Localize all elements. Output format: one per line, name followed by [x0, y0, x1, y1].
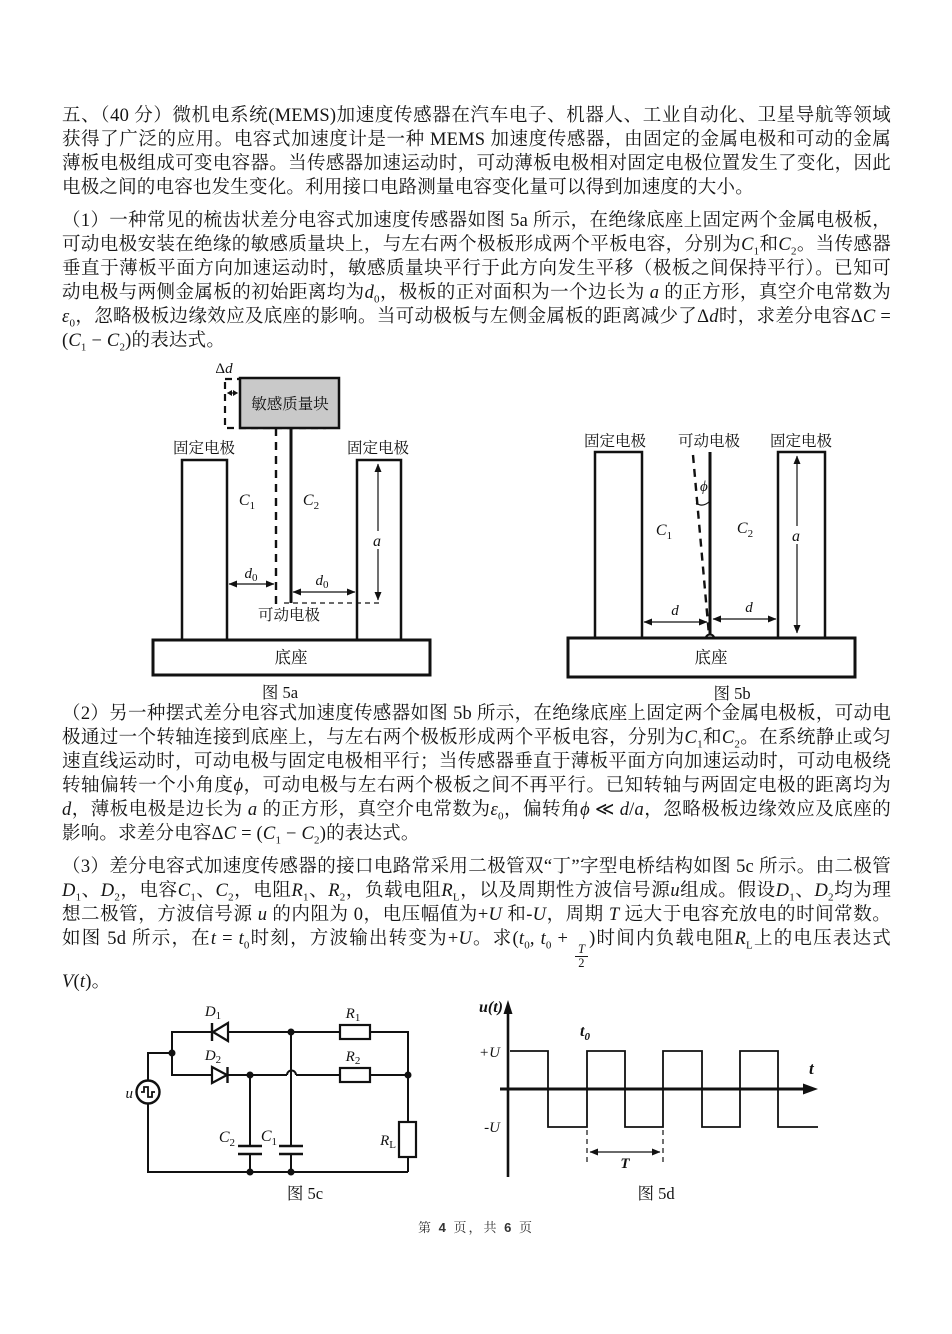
- diode-d1: [213, 1023, 228, 1041]
- top-branch-wire-right: [370, 1032, 408, 1075]
- x-axis-label: t: [809, 1059, 814, 1078]
- source-to-node-wire: [148, 1053, 172, 1081]
- question-2-paragraph: （2）另一种摆式差分电容式加速度传感器如图 5b 所示，在绝缘底座上固定两个金属电极板，可动电极通过一个转轴连接到底座上，与左右两个极板形成两个平板电容，分别为$C_1$和$C_2$。在系统静止或匀速直线运动时，可动电极与固定电极相平行；当传感器垂直于薄板平面方向加速运动时，可动电极绕转轴偏转一个小角度ϕ，可动电极与左右两个极板之间不再平行。已知转轴与两固定电极的距离均为 d，薄板电极是边长为 a 的正方形，真空介电常数为$\varepsilon_0$，偏转角ϕ ≪ d/a，忽略极板边缘效应及底座的影响。求差分电容$\Delta C = (C_1 - C_2)$的表达式。: [62, 704, 891, 847]
- r2-label: $R_2$: [345, 1049, 361, 1067]
- fixed-electrode-right: [357, 460, 401, 640]
- question-3-paragraph: （3）差分电容式加速度传感器的接口电路常采用二极管双“丁”字型电桥结构如图 5c 所示。由二极管$D_1$、$D_2$，电容$C_1$、$C_2$，电阻$R_1$、$R_2$，负载电阻$R_L$，以及周期性方波信号源u组成。假设$D_1$、$D_2$均为理想二极管，方波信号源 u 的内阻为 0，电压幅值为+U 和-U，周期 T 远大于电容充放电的时间常数。如图 5d 所示，在$t = t_0$时刻，方波输出转变为+U。求($t_0$, $t_0$ + $\frac{T}{2}$ )时间内负载电阻$R_L$上的电压表达式V(t)。: [62, 857, 892, 993]
- resistor-r2: [340, 1068, 370, 1082]
- y-axis-label: u(t): [479, 999, 503, 1016]
- figure-5d-waveform: [465, 995, 867, 1208]
- c2-label: $C_2$: [736, 520, 754, 540]
- plus-u-level-label: +U: [479, 1045, 500, 1061]
- c2-label: $C_2$: [302, 492, 320, 512]
- figure-5b-pendulum-sensor: [555, 425, 867, 705]
- resistor-r1: [340, 1025, 370, 1039]
- d1-label: $D_1$: [204, 1004, 222, 1022]
- plate-height-label: a: [373, 533, 381, 550]
- movable-electrode-label: 可动电极: [257, 607, 321, 624]
- delta-d-label: Δd: [215, 361, 233, 377]
- d-left-label: d: [671, 603, 679, 619]
- d2-label: $D_2$: [204, 1048, 222, 1066]
- load-resistor-rl: [399, 1122, 416, 1157]
- y-axis-arrowhead: [504, 1000, 513, 1014]
- fixed-electrode-right-label: 固定电极: [346, 440, 410, 457]
- fixed-electrode-left: [182, 460, 227, 640]
- figure-5a-comb-sensor: [125, 358, 465, 706]
- c1-label: $C_1$: [655, 522, 673, 542]
- movable-electrode-label: 可动电极: [677, 433, 741, 450]
- t0-label: $t_0$: [580, 1023, 590, 1043]
- u-source-label: u: [125, 1086, 133, 1102]
- r1-label: $R_1$: [345, 1006, 361, 1024]
- d-right-label: d: [745, 600, 753, 616]
- figure-5b-caption: 图 5b: [713, 684, 751, 703]
- figure-5d-caption: 图 5d: [637, 1184, 675, 1203]
- figure-5c-caption: 图 5c: [286, 1184, 324, 1203]
- period-label: T: [620, 1156, 630, 1172]
- phi-angle-label: ϕ: [700, 479, 708, 495]
- figure-5c-bridge-circuit: [100, 1003, 445, 1208]
- c1-label: $C_1$: [238, 492, 256, 512]
- question-1-paragraph: （1）一种常见的梳齿状差分电容式加速度传感器如图 5a 所示，在绝缘底座上固定两个金属电极板，可动电极安装在绝缘的敏感质量块上，与左右两个极板形成两个平板电容，分别为$C_1$和$C_2$。当传感器垂直于薄板平面方向加速运动时，敏感质量块平行于此方向发生平移（极板之间保持平行）。已知可动电极与两侧金属板的初始距离均为$d_0$，极板的正对面积为一个边长为 a 的正方形，真空介电常数为$\varepsilon_0$，忽略极板边缘效应及底座的影响。当可动极板与左侧金属板的距离减少了Δd时，求差分电容$\Delta C = (C_1 - C_2)$的表达式。: [62, 211, 891, 354]
- d0-left-label: $d_0$: [244, 566, 258, 584]
- fixed-electrode-left: [595, 452, 642, 638]
- d0-right-label: $d_0$: [315, 573, 329, 591]
- fixed-electrode-right-label: 固定电极: [769, 433, 833, 450]
- ground-rail-wire: [148, 1104, 408, 1172]
- figure-5a-caption: 图 5a: [261, 683, 299, 702]
- base-label: 底座: [274, 648, 308, 667]
- fixed-electrode-left-label: 固定电极: [583, 433, 647, 450]
- problem-intro-paragraph: 五、（40 分）微机电系统(MEMS)加速度传感器在汽车电子、机器人、工业自动化、卫星导航等领域获得了广泛的应用。电容式加速度计是一种 MEMS 加速度传感器，由固定的金属电极和可动的金属薄板电极组成可变电容器。当传感器加速运动时，可动薄板电极相对固定电极位置发生了变化，因此电极之间的电容也发生变化。利用接口电路测量电容变化量可以得到加速度的大小。: [62, 106, 891, 198]
- rl-label: $R_L$: [380, 1133, 396, 1151]
- fixed-electrode-left-label: 固定电极: [172, 440, 236, 457]
- plate-height-label: a: [792, 528, 800, 545]
- minus-u-level-label: -U: [484, 1120, 500, 1136]
- mass-block-label: 敏感质量块: [251, 396, 329, 413]
- page-footer: 第 4 页，共 6 页: [418, 1220, 534, 1235]
- fixed-electrode-right: [778, 452, 825, 638]
- c2-label: $C_2$: [218, 1129, 235, 1149]
- x-axis-arrowhead: [803, 1084, 818, 1095]
- diode-d2: [212, 1067, 227, 1083]
- c1-label: $C_1$: [260, 1128, 277, 1148]
- base-label: 底座: [694, 648, 728, 667]
